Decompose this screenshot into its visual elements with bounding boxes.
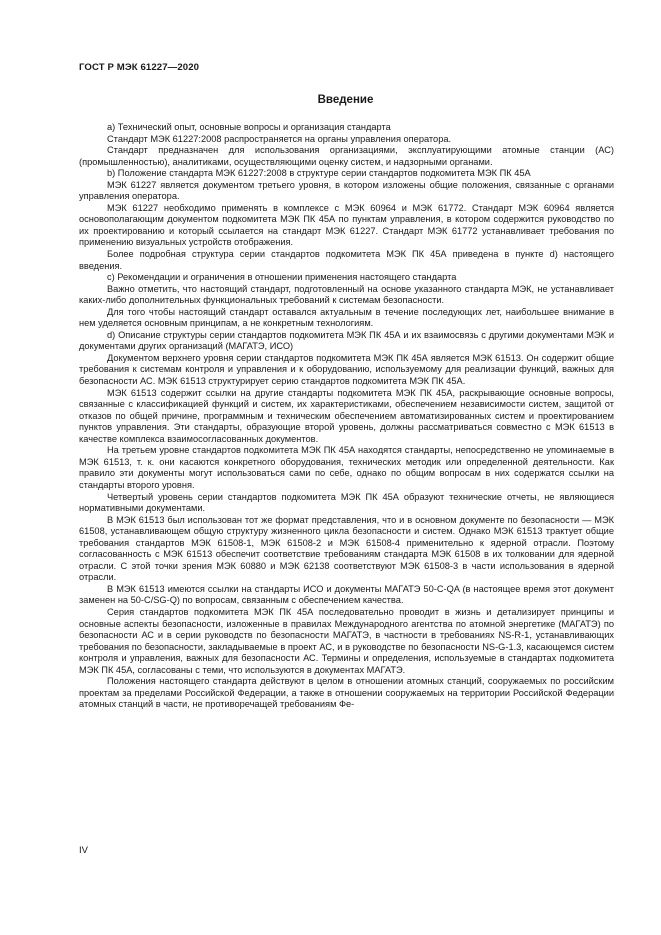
paragraph: Документом верхнего уровня серии стандартов подкомитета МЭК ПК 45А является МЭК 61513. Он содержит общие требования к системам контроля и управления и к оборудованию, используемому для реализации функций, важных для безопасности АС. МЭК 61513 структурирует серию стандартов подкомитета МЭК ПК 45А. [79,352,614,387]
paragraph: В МЭК 61513 был использован тот же формат представления, что и в основном документе по безопасности — МЭК 61508, устанавливающем общую структуру жизненного цикла безопасности и систем. Однако МЭК 61513 трактует общие требования стандартов МЭК 61508-1, МЭК 61508-2 и МЭК 61508-4 применительно к ядерной отрасли. Поэтому согласованность с МЭК 61513 обеспечит соответствие требованиям стандарта МЭК 61508 в их толковании для ядерной отрасли. С этой точки зрения МЭК 60880 и МЭК 62138 соответствуют МЭК 61508-3 в части использования в ядерной отрасли. [79,514,614,583]
body-text [79,122,614,711]
paragraph: Для того чтобы настоящий стандарт оставался актуальным в течение последующих лет, наибольшее внимание в нем уделяется основным принципам, а не конкретным технологиям. [79,306,614,329]
paragraph: a) Технический опыт, основные вопросы и организация стандарта [107,122,391,132]
paragraph: b) Положение стандарта МЭК 61227:2008 в структуре серии стандартов подкомитета МЭК ПК 45А [107,168,531,179]
paragraph: Серия стандартов подкомитета МЭК ПК 45А последовательно проводит в жизнь и детализирует принципы и основные аспекты безопасности, изложенные в правилах Международного агентства по атомной энергетике (МАГАТЭ) по безопасности АС и в серии руководств по безопасности МАГАТЭ, в частности в требованиях NS-R-1, устанавливающих требования по безопасности, закладываемые в проект АС, и в руководстве по безопасности NS-G-1.3, касающемся систем контроля и управления, важных для безопасности АС. Термины и определения, используемые в стандартах подкомитета МЭК ПК 45А, согласованы с теми, что используются в документах МАГАТЭ. [79,606,614,675]
paragraph: МЭК 61513 содержит ссылки на другие стандарты подкомитета МЭК ПК 45А, раскрывающие основные вопросы, связанные с классификацией функций и систем, их характеристиками, обеспечением независимости систем, защитой от отказов по общей причине, программным и техническим обеспечением автоматизированных систем и проектированием пунктов управления. Эти стандарты, образующие второй уровень, должны рассматриваться совместно с МЭК 61513 в качестве комплекса взаимосогласованных документов. [79,387,614,444]
section-title: Введение [317,94,374,106]
page-number: IV [79,845,88,856]
paragraph: На третьем уровне стандартов подкомитета МЭК ПК 45А находятся стандарты, непосредственно не упоминаемые в МЭК 61513, т. к. они касаются конкретного оборудования, технических методик или определенной деятельности. Как правило эти документы могут использоваться сами по себе, однако по общим вопросам в них содержатся ссылки на стандарты второго уровня. [79,445,614,490]
paragraph: Важно отметить, что настоящий стандарт, подготовленный на основе указанного стандарта МЭК, не устанавливает каких-либо дополнительных функциональных требований к системам безопасности. [79,283,614,306]
paragraph: c) Рекомендации и ограничения в отношении применения настоящего стандарта [107,272,457,283]
paragraph: d) Описание структуры серии стандартов подкомитета МЭК ПК 45А и их взаимосвязь с другими документами МЭК и документами других организаций (МАГАТЭ, ИСО) [79,329,614,352]
standard-header: ГОСТ Р МЭК 61227—2020 [79,62,200,73]
paragraph: МЭК 61227 является документом третьего уровня, в котором изложены общие положения, связанные с органами управления оператора. [79,179,614,202]
paragraph: МЭК 61227 необходимо применять в комплексе с МЭК 60964 и МЭК 61772. Стандарт МЭК 60964 является основополагающим документом подкомитета МЭК ПК 45А по пунктам управления, в котором содержится руководство по их проектированию и который ссылается на стандарт МЭК 61227. Стандарт МЭК 61772 устанавливает требования по применению визуальных устройств отображения. [79,202,614,248]
paragraph: Стандарт предназначен для использования организациями, эксплуатирующими атомные станции (АС) (промышленностью), аналитиками, осуществляющими оценку систем, и надзорными органами. [79,145,614,167]
paragraph: Более подробная структура серии стандартов подкомитета МЭК ПК 45А приведена в пункте d) настоящего введения. [79,249,614,271]
paragraph: Стандарт МЭК 61227:2008 распространяется на органы управления оператора. [107,133,452,144]
paragraph: В МЭК 61513 имеются ссылки на стандарты ИСО и документы МАГАТЭ 50-С-QA (в настоящее время этот документ заменен на 50-С/SG-Q) по вопросам, связанным с обеспечением качества. [79,583,614,606]
paragraph: Четвертый уровень серии стандартов подкомитета МЭК ПК 45А образуют технические отчеты, не являющиеся нормативными документами. [79,491,614,514]
paragraph: Положения настоящего стандарта действуют в целом в отношении атомных станций, сооружаемых по российским проектам за пределами Российской Федерации, а также в отношении сооружаемых на территории Российской Федерации атомных станций в части, не противоречащей требованиям Фе- [79,676,614,710]
